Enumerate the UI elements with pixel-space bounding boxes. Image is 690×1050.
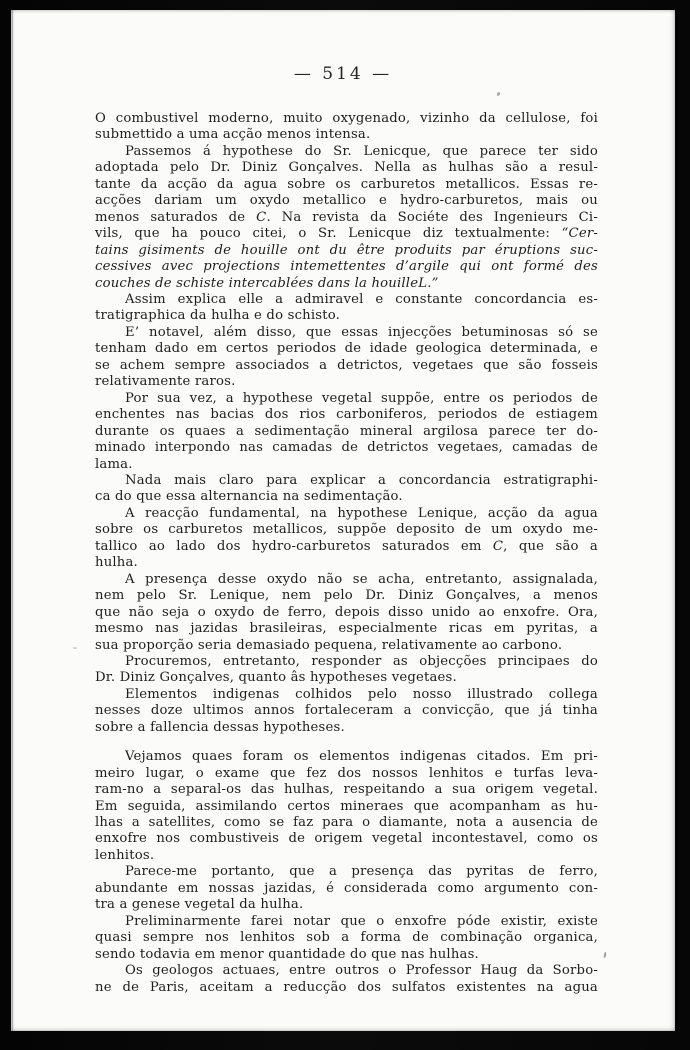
text-line [95, 111, 598, 127]
roman-text: ca do que essa alternancia na sedimentação. [95, 489, 403, 505]
roman-text: tratigraphica da hulha e do schisto. [95, 308, 341, 324]
text-line [95, 605, 598, 621]
text-line [95, 374, 598, 390]
paragraph [95, 687, 598, 736]
roman-text: sua proporção seria demasiado pequena, relativamente ao carbono. [95, 637, 563, 653]
roman-text: mesmo nas jazidas brasileiras, especialmente ricas em pyritas, a [95, 621, 598, 637]
roman-text: Preliminarmente farei notar que o enxofre póde existir, existe [125, 913, 598, 929]
paragraph [95, 144, 598, 292]
roman-text: Passemos á hypothese do Sr. Lenicque, que parece ter sido [125, 143, 598, 159]
roman-text: A presença desse oxydo não se acha, entretanto, assignalada, [125, 571, 598, 587]
text-line [95, 799, 598, 815]
text-line [95, 259, 598, 275]
text-line [95, 391, 598, 407]
text-line [95, 963, 598, 979]
text-line [95, 720, 598, 736]
text-line [95, 897, 598, 913]
text-line [95, 160, 598, 176]
roman-text: A reacção fundamental, na hypothese Lenique, acção da agua [125, 505, 598, 521]
roman-text: que não seja o oxydo de ferro, depois disso unido ao enxofre. Ora, [95, 604, 598, 620]
text-line [95, 881, 598, 897]
text-line [95, 864, 598, 880]
text-line [95, 947, 598, 963]
roman-text: submettido a uma acção menos intensa. [95, 127, 371, 143]
text-line [95, 914, 598, 930]
roman-text: ne de Paris, aceitam a reducção dos sulfatos existentes na agua [95, 979, 598, 995]
roman-text: enxofre nos combustiveis de origem vegetal incontestavel, como os [95, 831, 598, 847]
paragraph [95, 572, 598, 654]
italic-text: tains gisiments de houille ont du être produits par éruptions suc- [95, 242, 598, 258]
text-line [95, 638, 598, 654]
text-line [95, 848, 598, 864]
roman-text: sobre a fallencia dessas hypotheses. [95, 719, 345, 735]
scan-speck [603, 952, 606, 958]
roman-text: tra a genese vegetal da hulha. [95, 897, 304, 913]
italic-text: “Cer- [561, 226, 598, 242]
roman-text: lama. [95, 456, 133, 472]
text-line [95, 473, 598, 489]
roman-text: acções dariam um oxydo metallico e hydro-carburetos, mais ou [95, 193, 598, 209]
text-line [95, 243, 598, 259]
text-line [95, 276, 598, 292]
text-line [95, 325, 598, 341]
text-line [95, 358, 598, 374]
text-line [95, 766, 598, 782]
text-line [95, 292, 598, 308]
roman-text: adoptada pelo Dr. Diniz Gonçalves. Nella as hulhas são a resul- [95, 160, 598, 176]
roman-text: lhas a satellites, como se faz para o diamante, nota a ausencia de [95, 815, 598, 831]
text-line [95, 424, 598, 440]
text-line [95, 457, 598, 473]
roman-text: Assim explica elle a admiravel e constante concordancia es- [125, 291, 598, 307]
roman-text: nesses doze ultimos annos fortaleceram a convicção, que já tinha [95, 703, 598, 719]
paragraph [95, 963, 598, 996]
text-line [95, 654, 598, 670]
roman-text: E’ notavel, além disso, que essas injecções betuminosas só se [125, 324, 598, 340]
text-line [95, 782, 598, 798]
page-number: — 514 — [293, 64, 393, 84]
roman-text: vils, que ha pouco citei, o Sr. Lenicque diz textualmente: [95, 226, 562, 242]
text-line [95, 670, 598, 686]
text-line [95, 831, 598, 847]
text-line [95, 588, 598, 604]
roman-text: meiro lugar, o exame que fez dos nossos lenhitos e turfas leva- [95, 765, 598, 781]
roman-text: se achem sempre associados a detrictos, vegetaes que são fosseis [95, 357, 598, 373]
text-line [95, 407, 598, 423]
text-line [95, 144, 598, 160]
roman-text: , que são a [503, 538, 598, 554]
roman-text: abundante em nossas jazidas, é considerada como argumento con- [95, 880, 598, 896]
roman-text: tenham dado em certos periodos de idade geologica determinada, e [95, 341, 598, 357]
text-line [95, 210, 598, 226]
roman-text: sobre os carburetos metallicos, suppõe deposito de um oxydo me- [95, 522, 598, 538]
roman-text: quasi sempre nos lenhitos sob a forma de combinação organica, [95, 930, 598, 946]
book-page [11, 10, 675, 1031]
roman-text: sendo todavia em menor quantidade do que nas hulhas. [95, 946, 479, 962]
paragraph [95, 473, 598, 506]
italic-text: C [492, 538, 504, 554]
paragraph [95, 325, 598, 391]
page-edge-shadow [12, 10, 13, 1031]
text-line [95, 226, 598, 242]
roman-text: tallico ao lado dos hydro-carburetos saturados em [95, 538, 493, 554]
text-line [95, 539, 598, 555]
text-line [95, 621, 598, 637]
paragraph [95, 864, 598, 913]
paragraph [95, 654, 598, 687]
text-line [95, 980, 598, 996]
scan-speck [73, 647, 77, 649]
roman-text: O combustivel moderno, muito oxygenado, vizinho da cellulose, foi [95, 111, 598, 126]
text-line [95, 555, 598, 571]
roman-text: Elementos indigenas colhidos pelo nosso illustrado collega [125, 686, 598, 702]
text-line [95, 687, 598, 703]
roman-text: . Na revista da Sociéte des Ingenieurs Ci- [266, 209, 599, 225]
text-line [95, 489, 598, 505]
italic-text: C [256, 209, 267, 225]
roman-text: tante da acção da agua sobre os carburetos metallicos. Essas re- [95, 176, 598, 192]
roman-text: menos saturados de [95, 209, 257, 225]
paragraph [95, 111, 598, 144]
italic-text: cessives avec projections intemettentes d’argile qui ont formé des [95, 259, 598, 275]
text-line [95, 127, 598, 143]
roman-text: Dr. Diniz Gonçalves, quanto âs hypotheses vegetaes. [95, 670, 457, 686]
text-line [95, 177, 598, 193]
text-line [95, 193, 598, 209]
roman-text: enchentes nas bacias dos rios carboniferos, periodos de estiagem [95, 407, 598, 423]
paragraph [95, 506, 598, 572]
text-line [95, 815, 598, 831]
paragraph [95, 749, 598, 864]
roman-text: nem pelo Sr. Lenique, nem pelo Dr. Diniz Gonçalves, a menos [95, 588, 598, 604]
text-line [95, 440, 598, 456]
roman-text: Por sua vez, a hypothese vegetal suppõe, entre os periodos de [125, 390, 598, 406]
scan-speck [496, 92, 500, 97]
text-line [95, 703, 598, 719]
roman-text: Os geologos actuaes, entre outros o Professor Haug da Sorbo- [125, 963, 598, 979]
paragraph [95, 292, 598, 325]
italic-text: couches de schiste intercablées dans la houilleL.” [95, 275, 439, 291]
roman-text: hulha. [95, 555, 138, 571]
paragraph [95, 914, 598, 963]
roman-text: Parece-me portanto, que a presença das pyritas de ferro, [125, 864, 598, 880]
page-body [95, 111, 598, 996]
roman-text: Vejamos quaes foram os elementos indigenas citados. Em pri- [125, 749, 598, 765]
paragraph [95, 391, 598, 473]
roman-text: relativamente raros. [95, 374, 236, 390]
text-line [95, 930, 598, 946]
text-line [95, 749, 598, 765]
roman-text: Nada mais claro para explicar a concordancia estratigraphi- [125, 472, 598, 488]
text-line [95, 341, 598, 357]
roman-text: durante os quaes a sedimentação mineral argilosa parece ter do- [95, 423, 598, 439]
text-line [95, 506, 598, 522]
roman-text: ram-no a separal-os das hulhas, respeitando a sua origem vegetal. [95, 782, 598, 798]
text-line [95, 522, 598, 538]
roman-text: lenhitos. [95, 847, 155, 863]
roman-text: Procuremos, entretanto, responder as objecções principaes do [125, 653, 598, 669]
text-line [95, 308, 598, 324]
text-line [95, 572, 598, 588]
roman-text: minado interpondo nas camadas de detrictos vegetaes, camadas de [95, 440, 598, 456]
roman-text: Em seguida, assimilando certos mineraes que acompanham as hu- [95, 798, 598, 814]
